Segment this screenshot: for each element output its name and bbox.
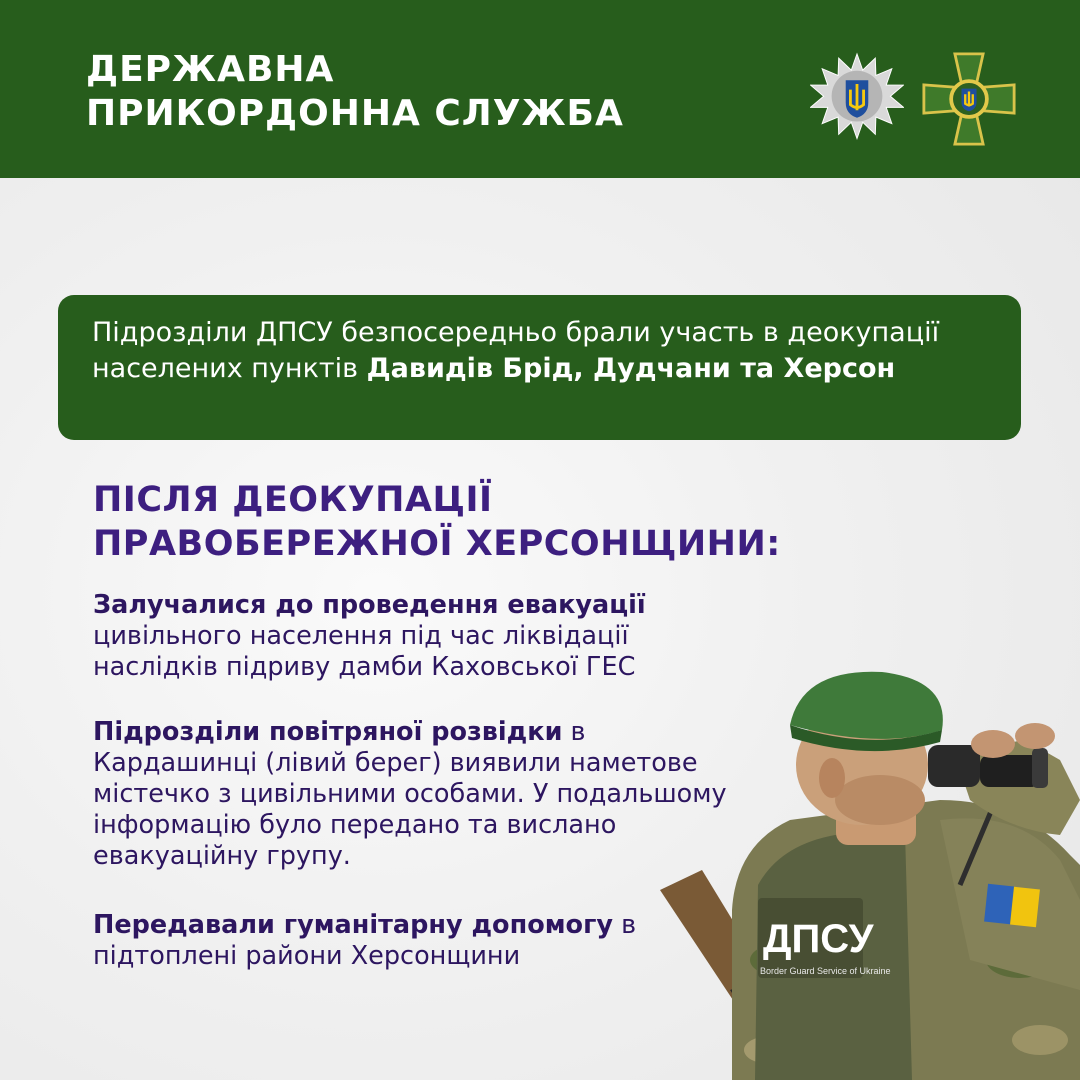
callout-text bbox=[92, 315, 992, 387]
header-title-line2: ПРИКОРДОННА СЛУЖБА bbox=[86, 93, 624, 134]
info-paragraph-bold: Залучалися до проведення евакуації bbox=[93, 590, 646, 620]
vest-label: ДПСУ bbox=[763, 917, 874, 961]
header-title-line1: ДЕРЖАВНА bbox=[86, 49, 335, 90]
section-heading bbox=[93, 478, 781, 566]
callout-text-normal: Підрозділи ДПСУ безпосередньо брали участь в деокупації населених пунктів bbox=[92, 317, 940, 384]
info-paragraph bbox=[93, 590, 733, 683]
info-paragraph-text: цивільного населення під час ліквідації наслідків підриву дамби Каховської ГЕС bbox=[93, 621, 636, 682]
border-guard-soldier-photo bbox=[640, 660, 1080, 1080]
header-banner bbox=[0, 0, 1080, 178]
info-paragraph-bold: Передавали гуманітарну допомогу bbox=[93, 910, 614, 940]
police-star-emblem-icon bbox=[810, 52, 904, 146]
info-paragraph bbox=[93, 717, 733, 872]
info-paragraph-text: в Кардашинці (лівий берег) виявили наметове містечко з цивільними особами. У подальшому інформацію було передано та вислано евакуаційну групу. bbox=[93, 717, 727, 871]
info-paragraph-bold: Підрозділи повітряної розвідки bbox=[93, 717, 563, 747]
vest-patch-text: Border Guard Service of Ukraine bbox=[760, 966, 891, 976]
info-paragraph bbox=[93, 910, 713, 972]
border-guard-cross-emblem-icon bbox=[922, 52, 1016, 146]
info-paragraph-text: в підтоплені райони Херсонщини bbox=[93, 910, 637, 971]
callout-text-bold: Давидів Брід, Дудчани та Херсон bbox=[366, 353, 896, 384]
section-heading-line2: ПРАВОБЕРЕЖНОЇ ХЕРСОНЩИНИ: bbox=[93, 524, 781, 564]
header-title bbox=[86, 48, 624, 136]
section-heading-line1: ПІСЛЯ ДЕОКУПАЦІЇ bbox=[93, 480, 493, 520]
callout-box bbox=[58, 295, 1021, 440]
